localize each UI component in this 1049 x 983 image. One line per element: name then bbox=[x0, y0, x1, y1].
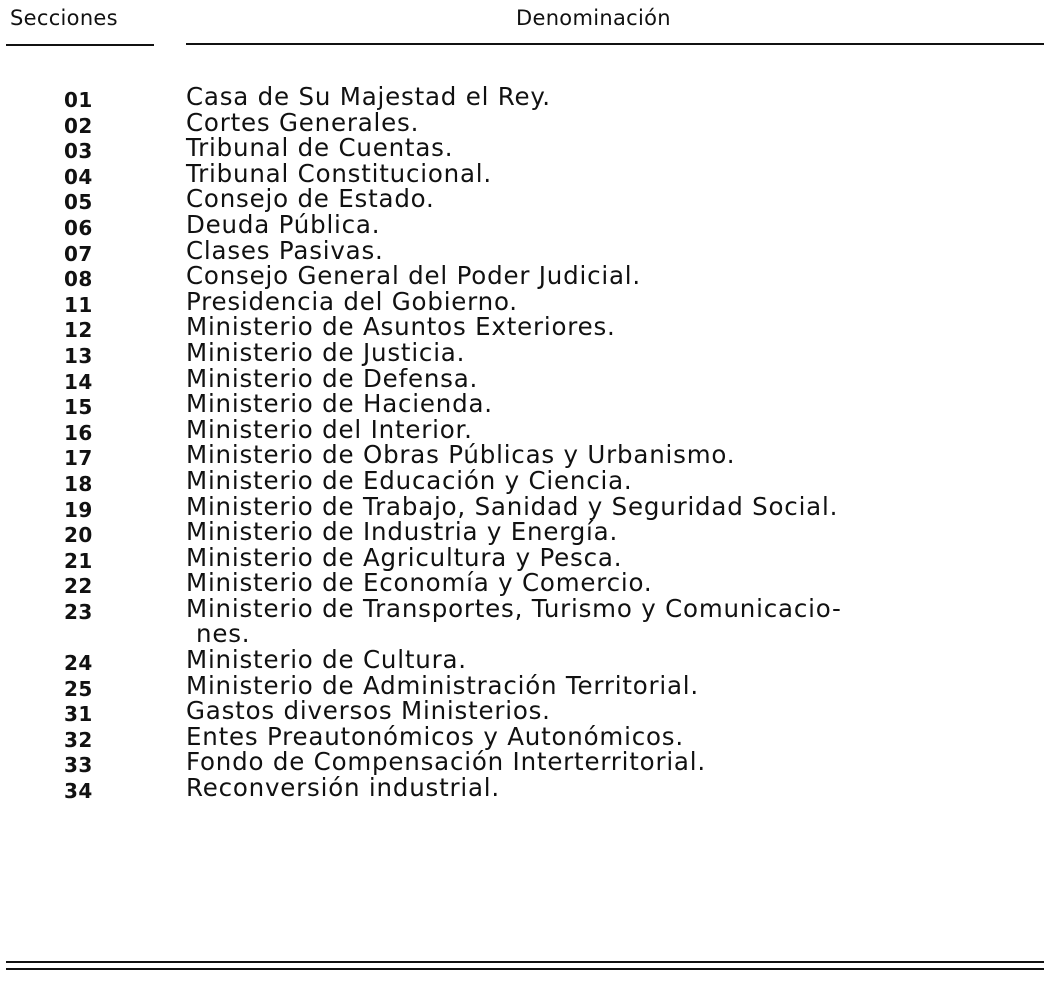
section-denomination bbox=[186, 314, 1031, 340]
section-code: 17 bbox=[64, 446, 93, 471]
section-denomination bbox=[186, 698, 1031, 724]
denomination-text: Ministerio de Cultura. bbox=[186, 645, 467, 675]
section-denomination bbox=[186, 135, 1031, 161]
table-row bbox=[0, 721, 1049, 752]
section-code: 02 bbox=[64, 113, 93, 138]
table-row bbox=[0, 747, 1049, 778]
section-code: 11 bbox=[64, 292, 93, 317]
section-denomination bbox=[186, 158, 1031, 188]
denomination-text: Ministerio de Trabajo, Sanidad y Seguridad Social. bbox=[186, 491, 839, 521]
section-code: 01 bbox=[64, 88, 93, 112]
bottom-rule-2 bbox=[6, 968, 1044, 970]
table-row bbox=[0, 645, 1049, 676]
section-code: 03 bbox=[64, 139, 93, 164]
denomination-text: Ministerio del Interior. bbox=[186, 414, 473, 444]
header-denomination: Denominación bbox=[516, 6, 671, 30]
section-denomination bbox=[186, 209, 1031, 239]
section-code: 19 bbox=[64, 497, 93, 522]
section-code: 20 bbox=[64, 523, 93, 548]
section-denomination bbox=[186, 286, 1031, 316]
denomination-text: Ministerio de Justicia. bbox=[186, 337, 466, 367]
table-row bbox=[0, 84, 1049, 110]
sections-table bbox=[0, 82, 1049, 804]
denomination-text: Consejo de Estado. bbox=[186, 184, 435, 214]
section-denomination bbox=[186, 593, 1031, 649]
table-row bbox=[0, 209, 1049, 240]
table-row bbox=[0, 133, 1049, 164]
section-denomination bbox=[186, 542, 1031, 572]
section-denomination bbox=[186, 235, 1031, 265]
table-row bbox=[0, 517, 1049, 548]
bottom-rule-1 bbox=[6, 961, 1044, 963]
table-row bbox=[0, 107, 1049, 138]
table-row bbox=[0, 696, 1049, 727]
section-code: 32 bbox=[64, 727, 93, 752]
table-row bbox=[0, 235, 1049, 266]
section-denomination bbox=[186, 647, 1031, 673]
section-code: 13 bbox=[64, 343, 93, 368]
section-denomination bbox=[186, 363, 1031, 393]
section-code: 04 bbox=[64, 164, 93, 189]
section-code: 18 bbox=[64, 471, 93, 496]
denomination-text: Consejo General del Poder Judicial. bbox=[186, 261, 641, 291]
section-code: 05 bbox=[64, 190, 93, 215]
section-denomination bbox=[186, 570, 1031, 596]
section-denomination bbox=[186, 442, 1031, 468]
denomination-text: Entes Preautonómicos y Autonómicos. bbox=[186, 721, 684, 751]
section-code: 34 bbox=[64, 779, 93, 804]
header-rule-sections bbox=[6, 44, 154, 46]
section-denomination bbox=[186, 337, 1031, 367]
section-code: 06 bbox=[64, 215, 93, 240]
section-denomination bbox=[186, 721, 1031, 751]
section-denomination bbox=[186, 391, 1031, 417]
section-code: 15 bbox=[64, 395, 93, 420]
section-code: 31 bbox=[64, 702, 93, 727]
section-denomination bbox=[186, 186, 1031, 212]
section-denomination bbox=[186, 670, 1031, 700]
denomination-text: Gastos diversos Ministerios. bbox=[186, 696, 551, 726]
denomination-text: Fondo de Compensación Interterritorial. bbox=[186, 747, 706, 777]
denomination-text: Reconversión industrial. bbox=[186, 773, 500, 803]
denomination-text: Ministerio de Defensa. bbox=[186, 363, 479, 393]
section-code: 33 bbox=[64, 753, 93, 778]
denomination-text: Cortes Generales. bbox=[186, 107, 420, 137]
table-row bbox=[0, 286, 1049, 317]
section-denomination bbox=[186, 414, 1031, 444]
section-code: 24 bbox=[64, 651, 93, 676]
section-code: 12 bbox=[64, 318, 93, 343]
denomination-text: Ministerio de Industria y Energía. bbox=[186, 517, 619, 547]
section-denomination bbox=[186, 107, 1031, 137]
table-row bbox=[0, 312, 1049, 343]
table-row bbox=[0, 773, 1049, 804]
denomination-text: Ministerio de Asuntos Exteriores. bbox=[186, 312, 616, 342]
table-row bbox=[0, 184, 1049, 215]
table-row bbox=[0, 568, 1049, 599]
denomination-text: Presidencia del Gobierno. bbox=[186, 286, 518, 316]
denomination-text: Tribunal de Cuentas. bbox=[186, 133, 454, 163]
table-row bbox=[0, 440, 1049, 471]
section-denomination bbox=[186, 775, 1031, 801]
section-denomination bbox=[186, 263, 1031, 289]
denomination-text: Deuda Pública. bbox=[186, 209, 381, 239]
table-row bbox=[0, 389, 1049, 420]
section-code: 07 bbox=[64, 241, 93, 266]
denomination-text: Clases Pasivas. bbox=[186, 235, 384, 265]
table-row bbox=[0, 542, 1049, 573]
section-code: 23 bbox=[64, 599, 93, 624]
section-denomination bbox=[186, 465, 1031, 495]
section-code: 16 bbox=[64, 420, 93, 445]
denomination-continuation: nes. bbox=[196, 619, 251, 649]
table-row bbox=[0, 465, 1049, 496]
section-code: 21 bbox=[64, 548, 93, 573]
denomination-text: Ministerio de Economía y Comercio. bbox=[186, 568, 653, 598]
denomination-text: Casa de Su Majestad el Rey. bbox=[186, 82, 551, 111]
denomination-text: Ministerio de Hacienda. bbox=[186, 389, 493, 419]
denomination-text: Ministerio de Agricultura y Pesca. bbox=[186, 542, 623, 572]
table-row bbox=[0, 261, 1049, 292]
header-rule-denomination bbox=[186, 43, 1044, 45]
table-row bbox=[0, 158, 1049, 189]
header-sections: Secciones bbox=[10, 6, 118, 30]
denomination-text: Tribunal Constitucional. bbox=[186, 158, 492, 188]
table-row bbox=[0, 593, 1049, 649]
section-denomination bbox=[186, 749, 1031, 775]
section-denomination bbox=[186, 491, 1031, 521]
denomination-text: Ministerio de Transportes, Turismo y Comunicacio- bbox=[186, 593, 842, 623]
table-row bbox=[0, 670, 1049, 701]
section-denomination bbox=[186, 84, 1031, 110]
denomination-text: Ministerio de Obras Públicas y Urbanismo. bbox=[186, 440, 736, 470]
section-code: 08 bbox=[64, 267, 93, 292]
section-denomination bbox=[186, 519, 1031, 545]
denomination-text: Ministerio de Administración Territorial. bbox=[186, 670, 700, 700]
table-row bbox=[0, 363, 1049, 394]
table-row bbox=[0, 337, 1049, 368]
section-code: 25 bbox=[64, 676, 93, 701]
table-row bbox=[0, 414, 1049, 445]
denomination-text: Ministerio de Educación y Ciencia. bbox=[186, 465, 633, 495]
section-code: 22 bbox=[64, 574, 93, 599]
table-row bbox=[0, 491, 1049, 522]
section-code: 14 bbox=[64, 369, 93, 394]
